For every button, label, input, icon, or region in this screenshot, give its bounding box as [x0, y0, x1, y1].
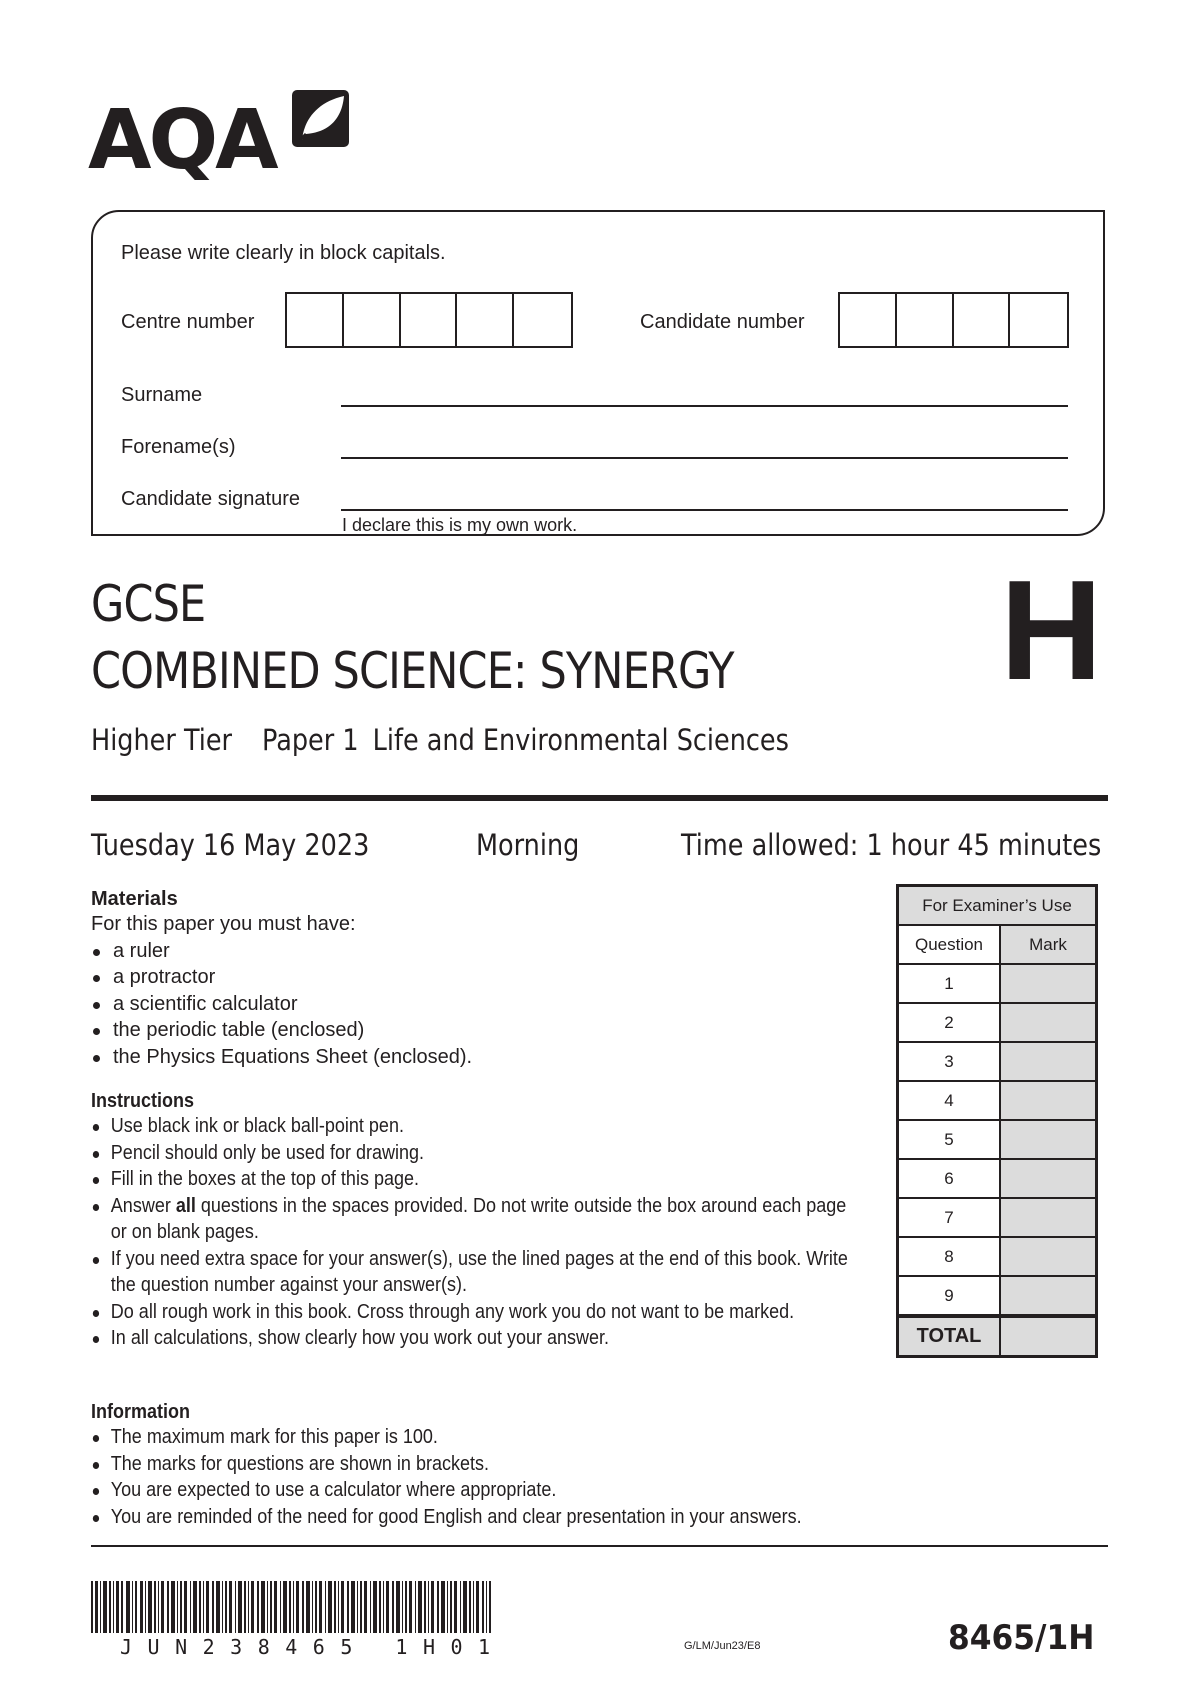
question-number: 2 — [899, 1004, 1001, 1041]
question-number: 5 — [899, 1121, 1001, 1158]
materials-section — [91, 888, 871, 1070]
paper-subtitle — [91, 723, 789, 757]
materials-item: the periodic table (enclosed) — [91, 1017, 871, 1044]
information-item: You are expected to use a calculator where appropriate. — [91, 1477, 1009, 1504]
table-row — [899, 1082, 1095, 1121]
table-header-row — [899, 926, 1095, 965]
time-allowed: Time allowed: 1 hour 45 minutes — [681, 828, 1102, 862]
information-heading: Information — [91, 1401, 190, 1423]
barcode-icon — [91, 1581, 491, 1633]
question-number: 1 — [899, 965, 1001, 1002]
information-section — [91, 1401, 1009, 1530]
forenames-label: Forename(s) — [121, 436, 236, 458]
table-row — [899, 1277, 1095, 1316]
declaration-text: I declare this is my own work. — [342, 515, 578, 535]
centre-number-digit-box[interactable] — [287, 294, 344, 346]
block-capitals-instruction: Please write clearly in block capitals. — [121, 242, 446, 264]
information-item: The maximum mark for this paper is 100. — [91, 1424, 1009, 1451]
question-number: 6 — [899, 1160, 1001, 1197]
materials-item: the Physics Equations Sheet (enclosed). — [91, 1044, 871, 1071]
materials-heading: Materials — [91, 888, 178, 910]
subject-title: COMBINED SCIENCE: SYNERGY — [91, 642, 734, 700]
instructions-section — [91, 1090, 865, 1352]
paper-title: Life and Environmental Sciences — [372, 723, 789, 757]
question-number: 8 — [899, 1238, 1001, 1275]
footer-divider — [91, 1545, 1108, 1547]
table-row — [899, 1004, 1095, 1043]
question-column-header: Question — [899, 926, 1001, 963]
centre-number-digit-box[interactable] — [514, 294, 571, 346]
candidate-number-digit-box[interactable] — [840, 294, 897, 346]
examiner-use-table — [896, 884, 1098, 1358]
mark-cell[interactable] — [1001, 1199, 1095, 1236]
centre-number-input[interactable] — [285, 292, 573, 348]
signature-field[interactable] — [341, 509, 1068, 511]
centre-number-digit-box[interactable] — [401, 294, 458, 346]
leaf-icon — [292, 90, 349, 147]
instruction-item: Do all rough work in this book. Cross through any work you do not want to be marked. — [91, 1299, 865, 1326]
divider — [91, 795, 1108, 801]
tier-letter: H — [1000, 551, 1103, 710]
information-item: The marks for questions are shown in brackets. — [91, 1451, 1009, 1478]
table-row — [899, 1043, 1095, 1082]
exam-session: Morning — [476, 828, 580, 862]
table-row — [899, 1199, 1095, 1238]
instruction-item: In all calculations, show clearly how you work out your answer. — [91, 1325, 865, 1352]
tier-label: Higher Tier — [91, 723, 233, 757]
total-row — [899, 1316, 1095, 1355]
instruction-item: If you need extra space for your answer(s), use the lined pages at the end of this book. Write the question number against your answer(s). — [91, 1246, 865, 1299]
examiner-table-title: For Examiner’s Use — [899, 887, 1095, 926]
print-code: G/LM/Jun23/E8 — [684, 1640, 761, 1652]
question-number: 7 — [899, 1199, 1001, 1236]
mark-cell[interactable] — [1001, 1004, 1095, 1041]
candidate-number-digit-box[interactable] — [954, 294, 1011, 346]
table-row — [899, 1238, 1095, 1277]
mark-cell[interactable] — [1001, 1277, 1095, 1314]
barcode-number: JUN238465 1H01 — [120, 1635, 506, 1659]
question-number: 4 — [899, 1082, 1001, 1119]
candidate-number-label: Candidate number — [640, 311, 805, 333]
table-row — [899, 1160, 1095, 1199]
question-number: 3 — [899, 1043, 1001, 1080]
question-number: 9 — [899, 1277, 1001, 1314]
mark-cell[interactable] — [1001, 965, 1095, 1002]
mark-cell[interactable] — [1001, 1043, 1095, 1080]
signature-label: Candidate signature — [121, 488, 301, 510]
candidate-number-digit-box[interactable] — [897, 294, 954, 346]
surname-field[interactable] — [341, 405, 1068, 407]
exam-date: Tuesday 16 May 2023 — [91, 828, 370, 862]
qualification-title: GCSE — [91, 575, 206, 633]
instruction-item: Answer all questions in the spaces provided. Do not write outside the box around each page or on blank pages. — [91, 1193, 865, 1246]
paper-label: Paper 1 — [261, 723, 359, 757]
centre-number-label: Centre number — [121, 311, 255, 333]
surname-label: Surname — [121, 384, 203, 406]
materials-item: a protractor — [91, 964, 871, 991]
forenames-field[interactable] — [341, 457, 1068, 459]
paper-code: 8465/1H — [948, 1618, 1095, 1658]
materials-item: a ruler — [91, 938, 871, 965]
instruction-item: Pencil should only be used for drawing. — [91, 1140, 865, 1167]
mark-column-header: Mark — [1001, 926, 1095, 963]
mark-cell[interactable] — [1001, 1160, 1095, 1197]
centre-number-digit-box[interactable] — [457, 294, 514, 346]
instruction-item: Use black ink or black ball-point pen. — [91, 1113, 865, 1140]
total-mark-cell[interactable] — [1001, 1318, 1095, 1355]
mark-cell[interactable] — [1001, 1082, 1095, 1119]
centre-number-digit-box[interactable] — [344, 294, 401, 346]
information-item: You are reminded of the need for good English and clear presentation in your answers. — [91, 1504, 1009, 1531]
materials-intro: For this paper you must have: — [91, 913, 356, 935]
materials-item: a scientific calculator — [91, 991, 871, 1018]
instruction-item: Fill in the boxes at the top of this page. — [91, 1166, 865, 1193]
mark-cell[interactable] — [1001, 1121, 1095, 1158]
mark-cell[interactable] — [1001, 1238, 1095, 1275]
instructions-heading: Instructions — [91, 1090, 195, 1112]
total-label: TOTAL — [899, 1318, 1001, 1355]
candidate-number-digit-box[interactable] — [1010, 294, 1067, 346]
table-row — [899, 1121, 1095, 1160]
candidate-number-input[interactable] — [838, 292, 1069, 348]
aqa-logo: AQA — [88, 93, 276, 188]
table-row — [899, 965, 1095, 1004]
